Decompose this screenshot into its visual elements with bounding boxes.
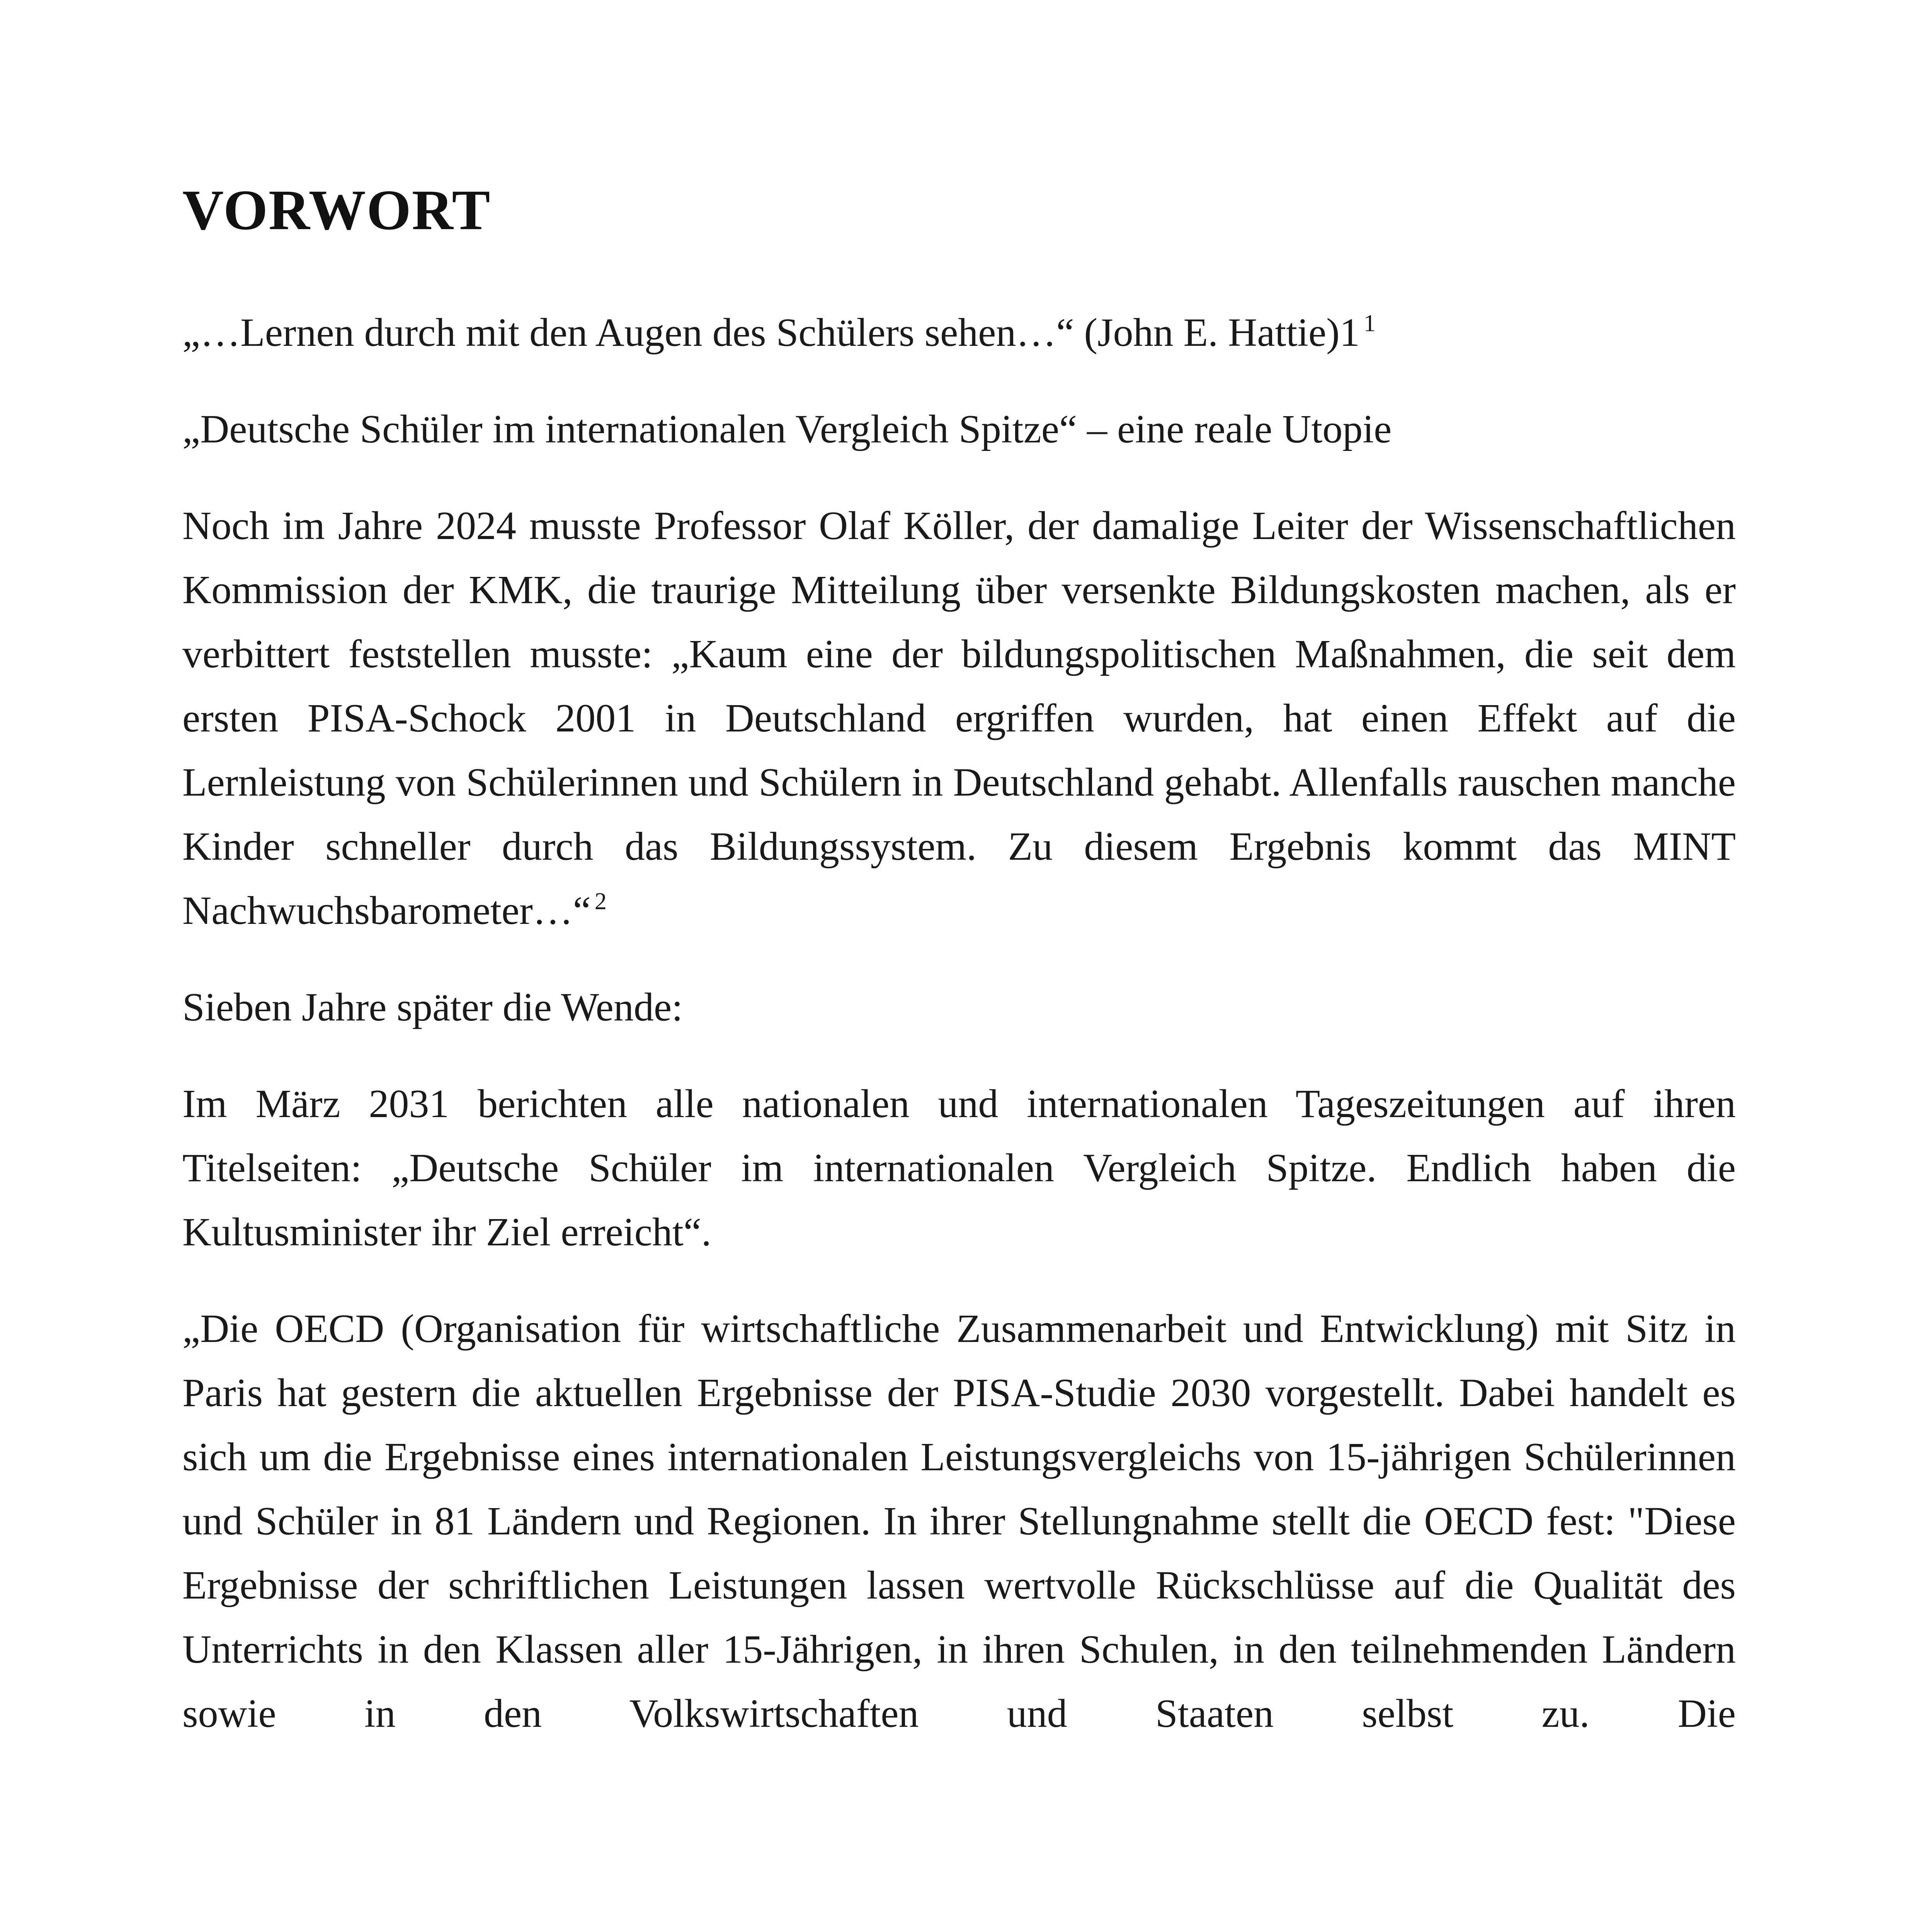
paragraph-oecd: „Die OECD (Organisation für wirtschaftliche Zusammenarbeit und Entwicklung) mit Sitz in Paris hat gestern die aktuellen Ergebnisse der PISA-Studie 2030 vorgestellt. Dabei handelt es sich um die Ergebnisse eines internationalen Leistungsvergleichs von 15-jährigen Schülerinnen und Schüler in 81 Ländern und Regionen. In ihrer Stellungnahme stellt die OECD fest: "Diese Ergebnisse der schriftlichen Leistungen lassen wertvolle Rückschlüsse auf die Qualität des Unterrichts in den Klassen aller 15-Jährigen, in ihren Schulen, in den teilnehmenden Ländern sowie in den Volkswirtschaften und Staaten selbst zu. Die: [182, 1306, 1736, 1736]
motto-text: „…Lernen durch mit den Augen des Schülers sehen…“ (John E. Hattie)1: [182, 310, 1360, 355]
paragraph-koeller-text: Noch im Jahre 2024 musste Professor Olaf Köller, der damalige Leiter der Wissenschaftlichen Kommission der KMK, die traurige Mitteilung über versenkte Bildungskosten machen, als er verbittert feststellen musste: „Kaum eine der bildungspolitischen Maßnahmen, die seit dem ersten PISA-Schock 2001 in Deutschland ergriffen wurden, hat einen Effekt auf die Lernleistung von Schülerinnen und Schülern in Deutschland gehabt. Allenfalls rauschen manche Kinder schneller durch das Bildungssystem. Zu diesem Ergebnis kommt das MINT Nachwuchsbarometer…“: [182, 503, 1736, 933]
motto-quote: [182, 301, 1736, 365]
paragraph-koeller: [182, 494, 1736, 943]
main-text-block: [182, 179, 1736, 1778]
footnote-ref-2[interactable]: 2: [594, 888, 607, 915]
paragraph-wende: Sieben Jahre später die Wende:: [182, 985, 683, 1029]
chapter-heading: VORWORT: [182, 179, 491, 242]
paragraph-maerz-2031: Im März 2031 berichten alle nationalen und internationalen Tageszeitungen auf ihren Titelseiten: „Deutsche Schüler im internationalen Vergleich Spitze. Endlich haben die Kultusminister ihr Ziel erreicht“.: [182, 1082, 1736, 1254]
footnote-ref-1[interactable]: 1: [1363, 310, 1376, 337]
subtitle: „Deutsche Schüler im internationalen Vergleich Spitze“ – eine reale Utopie: [182, 407, 1392, 451]
